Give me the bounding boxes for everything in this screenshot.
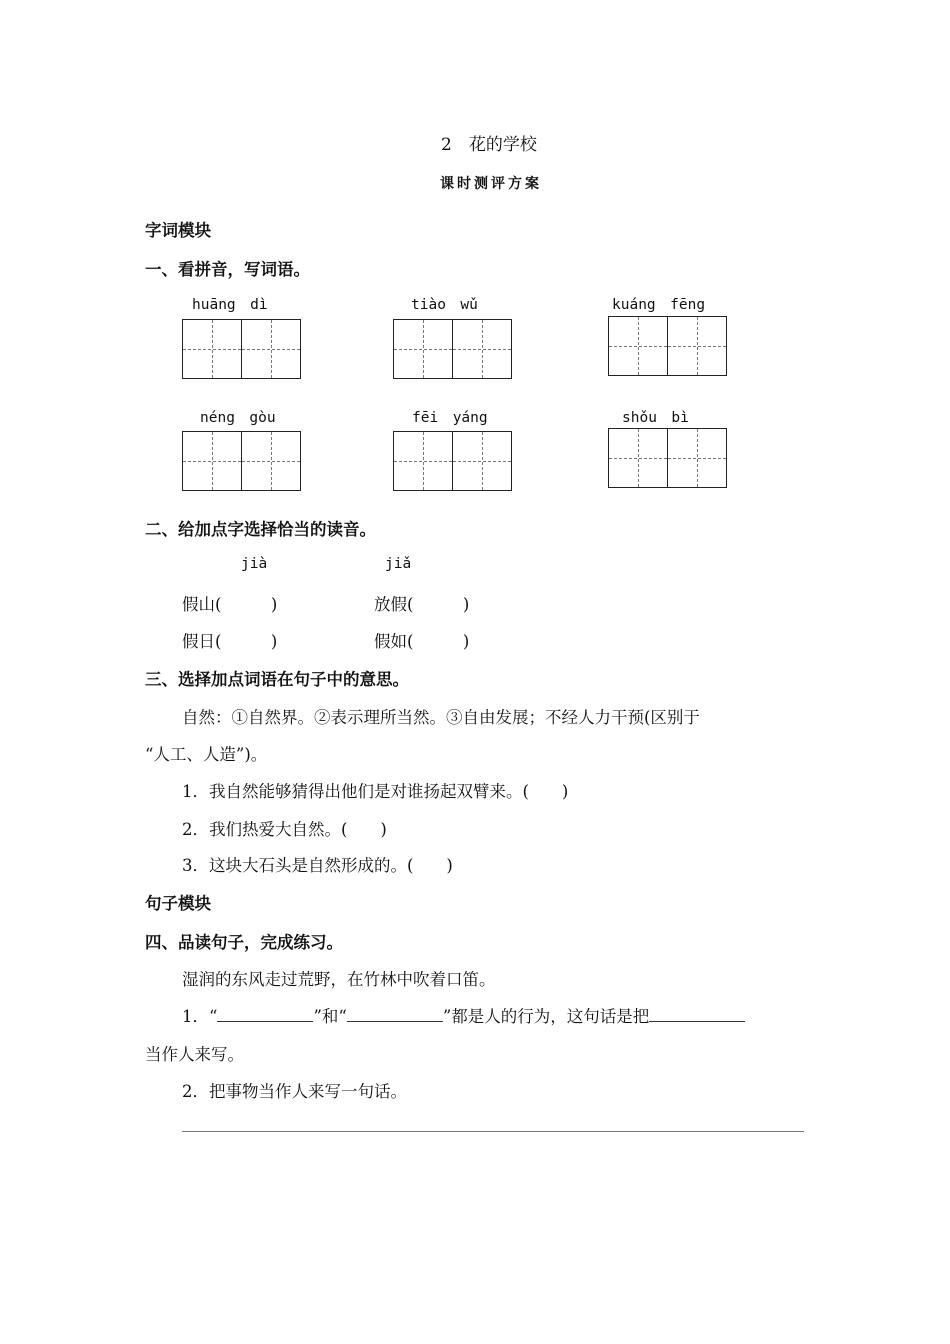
q4-item1-continuation: 当作人来写。: [145, 1045, 244, 1064]
grid-cell[interactable]: [182, 431, 242, 491]
q4-blank-3[interactable]: [649, 1007, 745, 1022]
q1-heading: 一、看拼音，写词语。: [145, 260, 310, 279]
module-words-heading: 字词模块: [145, 221, 211, 240]
grid-cell[interactable]: [182, 319, 242, 379]
q1-answer-grid-5[interactable]: [393, 431, 513, 491]
q2-word-2[interactable]: 放假( ): [374, 595, 470, 614]
q3-item-2[interactable]: 2．我们热爱大自然。( ): [182, 820, 387, 839]
q1-answer-grid-3[interactable]: [608, 316, 728, 376]
grid-cell[interactable]: [608, 428, 668, 488]
grid-cell[interactable]: [667, 428, 727, 488]
q3-item-3[interactable]: 3．这块大石头是自然形成的。( ): [182, 856, 453, 875]
q3-definition-line1: 自然：①自然界。②表示理所当然。③自由发展；不经人力干预(区别于: [182, 708, 700, 727]
grid-cell[interactable]: [241, 319, 301, 379]
q2-heading: 二、给加点字选择恰当的读音。: [145, 520, 376, 539]
grid-cell[interactable]: [241, 431, 301, 491]
q4-blank-2[interactable]: [347, 1007, 443, 1022]
q4-sentence: 湿润的东风走过荒野，在竹林中吹着口笛。: [182, 970, 496, 989]
grid-cell[interactable]: [393, 431, 453, 491]
q4-item-1: [182, 1003, 745, 1027]
q2-word-4[interactable]: 假如( ): [374, 632, 470, 651]
q4-item-2: 2．把事物当作人来写一句话。: [182, 1082, 407, 1101]
module-sentences-heading: 句子模块: [145, 894, 211, 913]
q4-heading: 四、品读句子，完成练习。: [145, 933, 343, 952]
grid-cell[interactable]: [608, 316, 668, 376]
grid-cell[interactable]: [452, 431, 512, 491]
q2-word-3[interactable]: 假日( ): [182, 632, 278, 651]
q1-pinyin-4: néng gòu: [200, 410, 276, 426]
q4-item1-part-c: ”都是人的行为，这句话是把: [442, 1007, 650, 1026]
q1-answer-grid-1[interactable]: [182, 319, 302, 379]
q2-option-1: jià: [241, 556, 268, 572]
q1-pinyin-6: shǒu bì: [622, 410, 689, 426]
q1-pinyin-5: fēi yáng: [412, 410, 488, 426]
q3-item-1[interactable]: 1．我自然能够猜得出他们是对谁扬起双臂来。( ): [182, 782, 569, 801]
q4-item1-part-a: 1．“: [182, 1007, 218, 1026]
q4-blank-1[interactable]: [217, 1007, 313, 1022]
q1-pinyin-1: huāng dì: [192, 297, 268, 313]
q2-word-1[interactable]: 假山( ): [182, 595, 278, 614]
page-subtitle: 课时测评方案: [440, 176, 542, 192]
grid-cell[interactable]: [452, 319, 512, 379]
q1-pinyin-2: tiào wǔ: [411, 297, 478, 313]
grid-cell[interactable]: [393, 319, 453, 379]
q4-item1-part-b: ”和“: [313, 1007, 347, 1026]
q4-answer-line[interactable]: [182, 1131, 804, 1132]
q1-answer-grid-6[interactable]: [608, 428, 728, 488]
q1-pinyin-3: kuáng fēng: [612, 297, 706, 313]
q3-definition-line2: “人工、人造”)。: [145, 745, 268, 764]
q2-option-2: jiǎ: [385, 556, 412, 572]
grid-cell[interactable]: [667, 316, 727, 376]
page-title: 2 花的学校: [441, 135, 537, 155]
q3-heading: 三、选择加点词语在句子中的意思。: [145, 670, 409, 689]
q1-answer-grid-4[interactable]: [182, 431, 302, 491]
q1-answer-grid-2[interactable]: [393, 319, 513, 379]
